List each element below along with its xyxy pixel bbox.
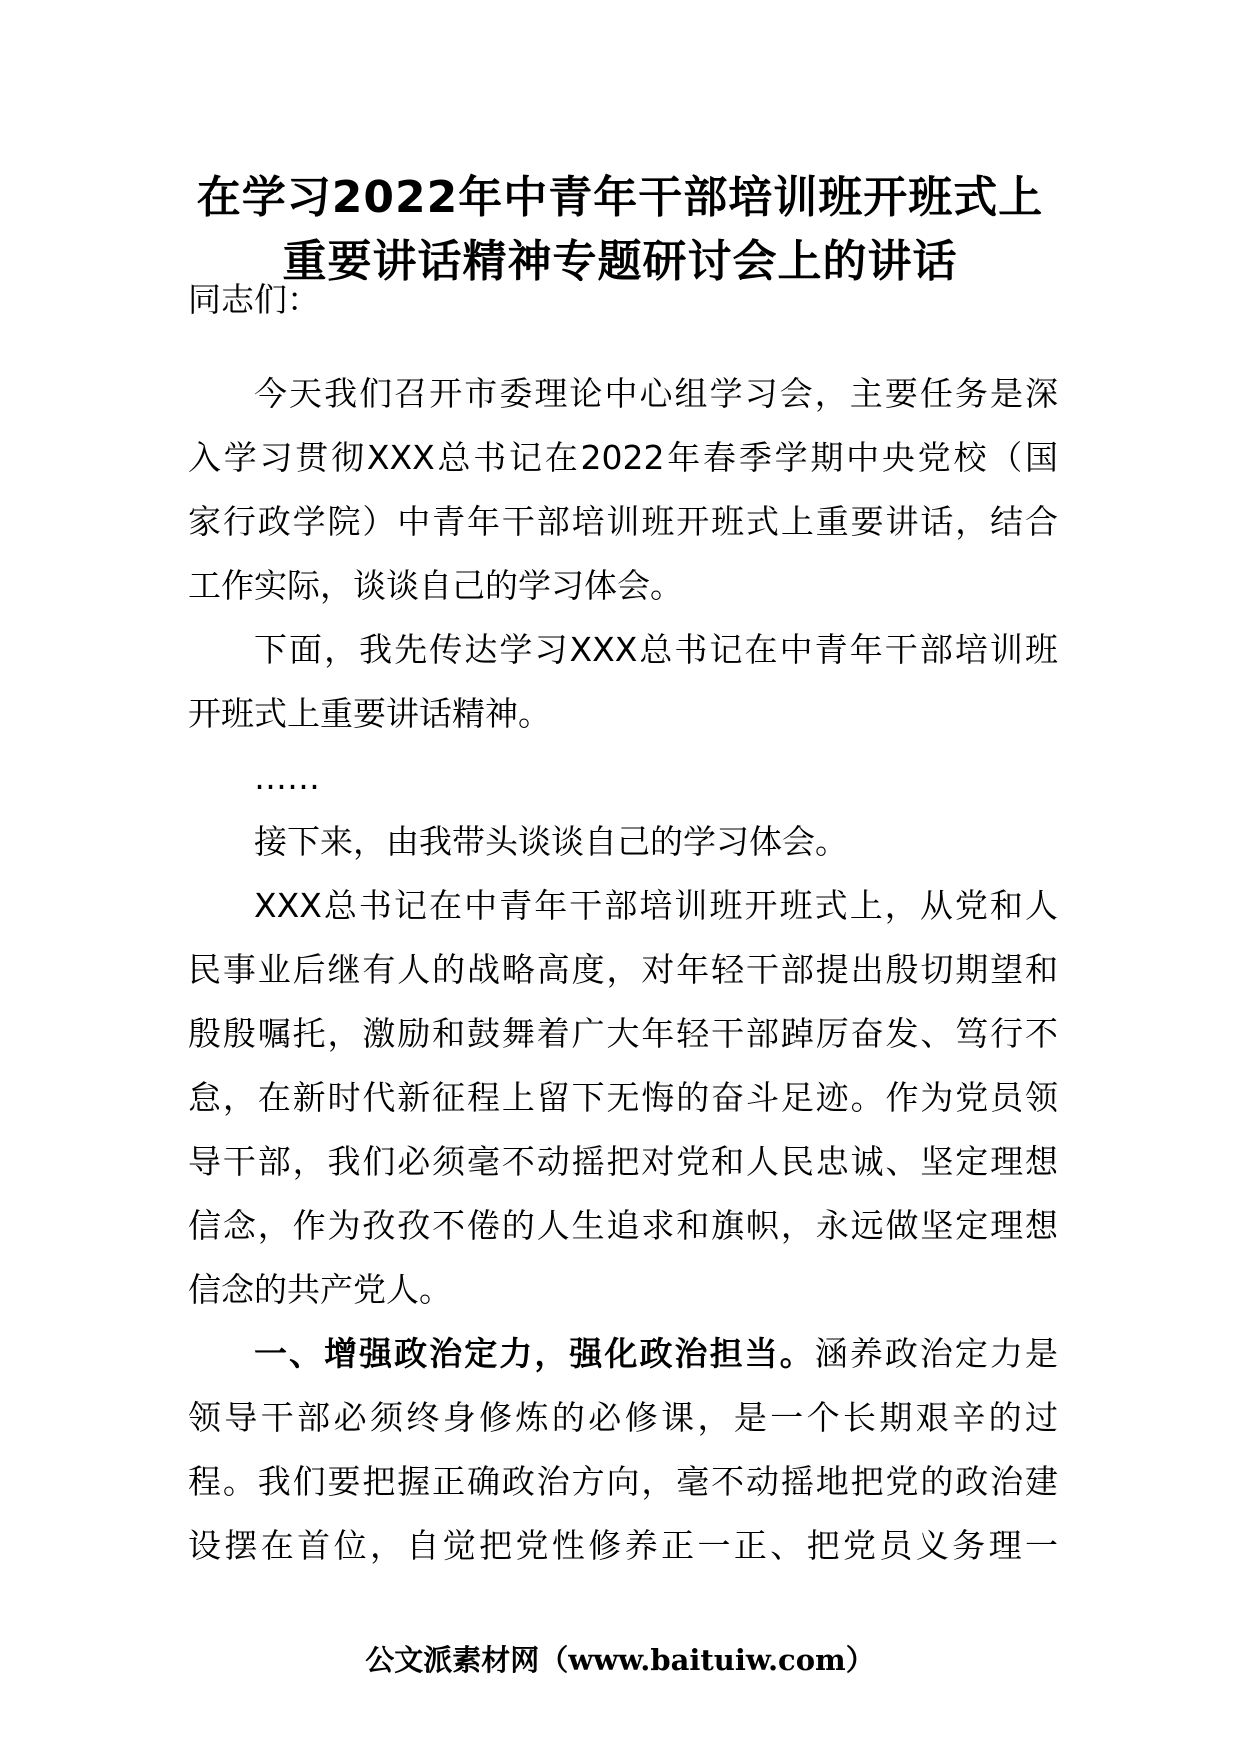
- paragraph-line: 工作实际，谈谈自己的学习体会。: [188, 566, 683, 605]
- salutation: 同志们：: [188, 280, 320, 319]
- document-body: [188, 362, 1058, 1578]
- section-heading: 一、增强政治定力，强化政治担当。: [254, 1334, 815, 1373]
- paragraph-line: 信念的共产党人。: [188, 1270, 452, 1309]
- paragraph-line: 今天我们召开市委理论中心组学习会，主要任务是深: [254, 374, 1058, 413]
- paragraph-line: 民事业后继有人的战略高度，对年轻干部提出殷切期望和: [188, 950, 1058, 989]
- ellipsis-line: ……: [254, 758, 320, 797]
- paragraph-line: 下面，我先传达学习XXX总书记在中青年干部培训班: [254, 630, 1058, 669]
- paragraph-line: 导干部，我们必须毫不动摇把对党和人民忠诚、坚定理想: [188, 1142, 1058, 1181]
- section-text: 涵养政治定力是: [814, 1334, 1059, 1373]
- document-title-line-2: 重要讲话精神专题研讨会上的讲话: [282, 236, 958, 287]
- paragraph-line: 信念，作为孜孜不倦的人生追求和旗帜，永远做坚定理想: [188, 1206, 1058, 1245]
- paragraph-line: 怠，在新时代新征程上留下无悔的奋斗足迹。作为党员领: [188, 1078, 1058, 1117]
- document-title-line-1: 在学习2022年中青年干部培训班开班式上: [196, 172, 1044, 223]
- footer-watermark: 公文派素材网（www.baituiw.com）: [365, 1643, 875, 1677]
- paragraph-line: 开班式上重要讲话精神。: [188, 694, 551, 733]
- paragraph-line: 家行政学院）中青年干部培训班开班式上重要讲话，结合: [188, 502, 1058, 541]
- paragraph-line: 入学习贯彻XXX总书记在2022年春季学期中央党校（国: [188, 438, 1058, 477]
- section-heading-line: [188, 1322, 1058, 1386]
- paragraph-line: 程。我们要把握正确政治方向，毫不动摇地把党的政治建: [188, 1462, 1058, 1501]
- paragraph-line: 殷殷嘱托，激励和鼓舞着广大年轻干部踔厉奋发、笃行不: [188, 1014, 1058, 1053]
- paragraph-line: 接下来，由我带头谈谈自己的学习体会。: [254, 822, 848, 861]
- paragraph-line: 设摆在首位，自觉把党性修养正一正、把党员义务理一: [188, 1526, 1058, 1565]
- paragraph-line: XXX总书记在中青年干部培训班开班式上，从党和人: [254, 886, 1058, 925]
- paragraph-line: 领导干部必须终身修炼的必修课，是一个长期艰辛的过: [188, 1398, 1058, 1437]
